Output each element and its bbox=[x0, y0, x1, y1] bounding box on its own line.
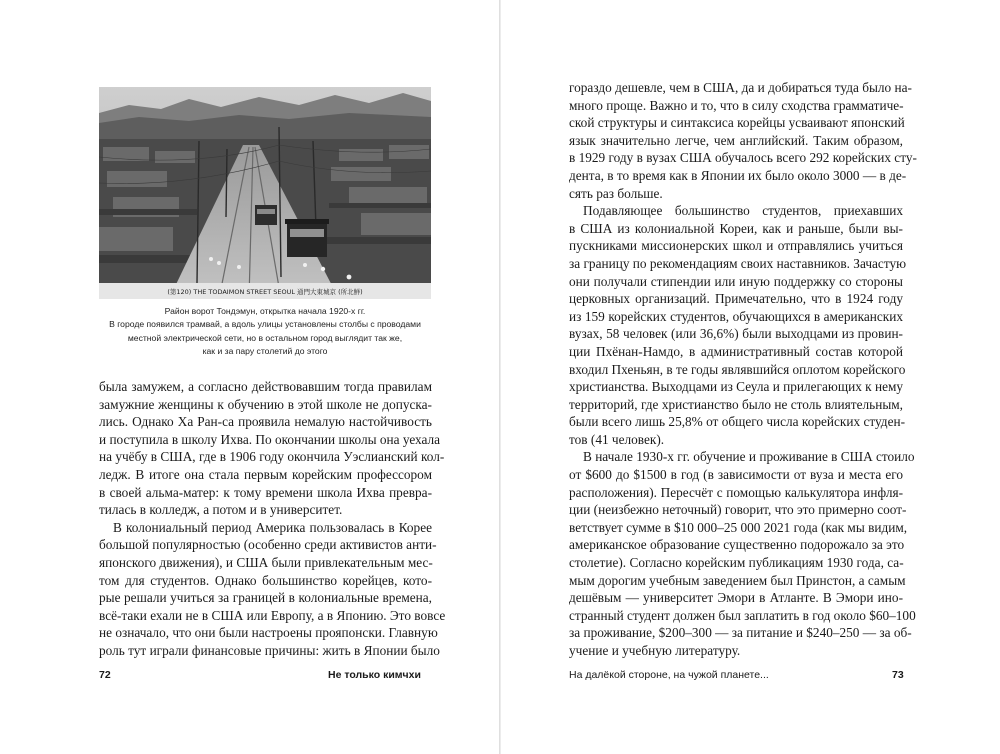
text-line: христианства. Выходцами из Сеула и прилегающих к нему bbox=[569, 379, 904, 395]
text-line: в США из колониальной Кореи, как и раньше, были вы- bbox=[569, 220, 903, 236]
text-line: ции Пхёнан-Намдо, в административный состав которой bbox=[569, 343, 903, 359]
text-line: за проживание, $200–300 — за питание и $240–250 — за об- bbox=[569, 625, 912, 641]
text-line: большой популярностью (особенно среди активистов анти- bbox=[99, 537, 437, 553]
caption-line: местной электрической сети, но в остальном город выглядит так же, bbox=[127, 332, 403, 343]
text-line: вузах, 58 человек (или 36,6%) были выходцами из провин- bbox=[569, 326, 903, 342]
figure-caption bbox=[99, 305, 431, 359]
text-line: дента, в то время как в Японии их было около 3000 — в де- bbox=[569, 167, 907, 183]
text-line: расположения). Пересчёт с помощью калькулятора инфля- bbox=[569, 484, 903, 500]
right-page bbox=[501, 0, 1000, 754]
text-line: мым дорогим учебным заведением был Принстон, а самым bbox=[569, 572, 906, 588]
text-line: на учёбу в США, где в 1906 году окончила Уэслианский кол- bbox=[99, 449, 445, 465]
text-line: роль тут играли финансовые причины: жить в Японии было bbox=[99, 642, 440, 658]
text-line: тилась в колледж, а потом и в университет. bbox=[99, 502, 343, 518]
text-line: гораздо дешевле, чем в США, да и добираться туда было на- bbox=[569, 80, 912, 95]
text-line: за границу по рекомендациям своих наставников. Зачастую bbox=[569, 255, 907, 271]
text-line: ледж. В итоге она стала первым корейским профессором bbox=[99, 466, 432, 482]
right-body-text bbox=[569, 79, 917, 660]
text-line: ветствует сумме в $10 000–25 000 2021 года (как мы видим, bbox=[569, 519, 908, 535]
text-line: Подавляющее большинство студентов, приехавших bbox=[583, 203, 903, 219]
text-line: язык значительно легче, чем английский. Таким образом, bbox=[569, 132, 903, 148]
text-line: В колониальный период Америка пользовалась в Корее bbox=[113, 519, 432, 535]
caption-line: В городе появился трамвай, а вдоль улицы установлены столбы с проводами bbox=[109, 319, 421, 330]
text-line: и поступила в школу Ихва. По окончании школы она уехала bbox=[99, 431, 441, 447]
photo-inscription: (第120) THE TODAIMON STREET SEOUL 通門大東城京 (所北鮮) bbox=[167, 288, 363, 296]
text-line: были всего лишь 25,8% от общего числа корейских студен- bbox=[569, 414, 906, 430]
text-line: церковных организаций. Примечательно, что в 1924 году bbox=[569, 291, 903, 307]
street-photo bbox=[99, 87, 431, 299]
text-line: территорий, где христианство было не столь влиятельным, bbox=[569, 396, 903, 412]
running-head-right: На далёкой стороне, на чужой планете... bbox=[569, 669, 769, 681]
text-line: японского движения), и США были привлекательным мес- bbox=[99, 554, 433, 570]
text-line: в 1929 году в вузах США обучалось всего 292 корейских сту- bbox=[569, 150, 917, 166]
text-line: много проще. Важно и то, что в силу сходства грамматиче- bbox=[569, 97, 904, 113]
text-line: входил Пхеньян, в те годы являвшийся оплотом корейского bbox=[569, 361, 906, 377]
text-line: в своей альма-матер: к тому времени школа Ихва превра- bbox=[99, 484, 432, 500]
text-line: не означало, что они были настроены прояпонски. Главную bbox=[99, 625, 438, 641]
text-line: они получали стипендии или иную поддержку со стороны bbox=[569, 273, 903, 289]
text-line: ской структуры и синтаксиса корейцы усваивают японский bbox=[569, 115, 905, 131]
text-line: дешёвым — университет Эмори в Атланте. В Эмори ино- bbox=[569, 590, 903, 606]
text-line: тов (41 человек). bbox=[569, 431, 665, 447]
page-number-right: 73 bbox=[892, 669, 904, 681]
left-body-text bbox=[99, 378, 446, 660]
caption-line: как и за пару столетий до этого bbox=[202, 346, 328, 357]
text-line: ции (неизбежно неточный) говорит, что это примерно соот- bbox=[569, 502, 907, 518]
text-line: том для студентов. Однако большинство корейцев, кото- bbox=[99, 572, 432, 588]
text-line: В начале 1930-х гг. обучение и проживание в США стоило bbox=[583, 449, 915, 465]
text-line: сять раз больше. bbox=[569, 185, 663, 201]
left-page bbox=[0, 0, 499, 754]
text-line: рые решали учиться за границей в колониальные времена, bbox=[99, 590, 432, 606]
text-line: столетие). Согласно корейским публикациям 1930 года, са- bbox=[569, 555, 904, 571]
text-line: лись. Однако Ха Ран-са проявила немалую настойчивость bbox=[99, 414, 432, 430]
running-head-left: Не только кимчхи bbox=[328, 669, 421, 681]
text-line: была замужем, а согласно действовавшим тогда правилам bbox=[99, 379, 432, 394]
text-line: из 159 корейских студентов, обучающихся в американских bbox=[569, 308, 903, 324]
caption-line: Район ворот Тондэмун, открытка начала 1920-х гг. bbox=[164, 306, 366, 316]
text-line: пускниками миссионерских школ и отправлялись учиться bbox=[569, 238, 903, 254]
page-number-left: 72 bbox=[99, 669, 111, 681]
text-line: замужние женщины к обучению в этой школе не допуска- bbox=[99, 396, 432, 412]
text-line: странный студент должен был заплатить в год около $60–100 bbox=[569, 607, 916, 623]
text-line: всё-таки ехали не в США или Европу, а в Японию. Это вовсе bbox=[99, 607, 446, 623]
text-line: американское образование существенно подорожало за это bbox=[569, 537, 905, 553]
text-line: учение и учебную литературу. bbox=[569, 643, 741, 658]
text-line: от $600 до $1500 в год (в зависимости от вуза и места его bbox=[569, 467, 903, 483]
